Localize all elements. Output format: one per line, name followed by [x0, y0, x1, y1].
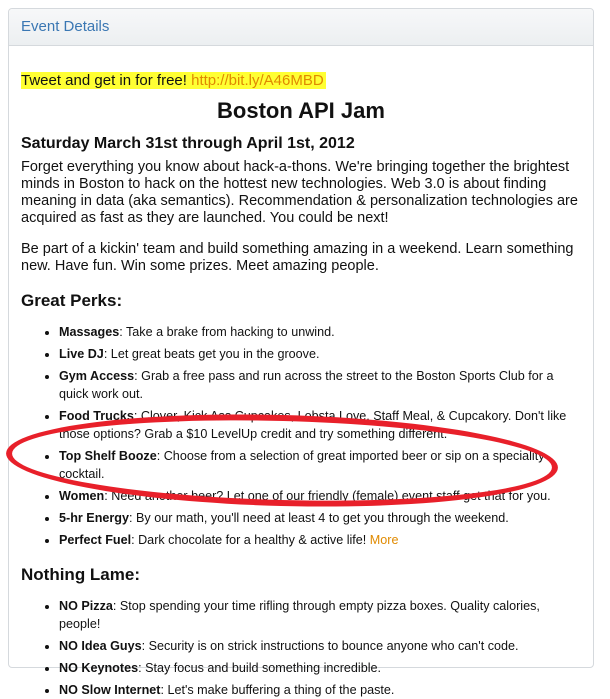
perk-desc: : Dark chocolate for a healthy & active life! — [131, 533, 370, 547]
tweet-banner — [21, 72, 326, 89]
list-item — [59, 323, 581, 341]
nothing-lame-list — [21, 597, 581, 699]
event-dates: Saturday March 31st through April 1st, 2012 — [21, 135, 355, 152]
lame-desc: : Stay focus and build something incredible. — [138, 661, 382, 675]
perk-name: Top Shelf Booze — [59, 449, 157, 463]
perk-desc: : Grab a free pass and run across the street to the Boston Sports Club for a quick work out. — [59, 369, 554, 401]
event-title: Boston API Jam — [217, 98, 385, 123]
perks-list — [21, 323, 581, 549]
perk-name: Perfect Fuel — [59, 533, 132, 547]
list-item — [59, 487, 581, 505]
perks-heading: Great Perks: — [21, 291, 123, 310]
list-item — [59, 659, 581, 677]
perk-name: Food Trucks — [59, 409, 134, 423]
more-link[interactable]: More — [369, 533, 399, 547]
perk-desc: : Take a brake from hacking to unwind. — [119, 325, 335, 339]
list-item — [59, 597, 581, 633]
tweet-text: Tweet and get in for free! — [21, 72, 187, 89]
team-paragraph: Be part of a kickin' team and build something amazing in a weekend. Learn something new. Have fun. Win some prizes. Meet amazing people. — [21, 241, 574, 274]
list-item — [59, 509, 581, 527]
perk-name: 5-hr Energy — [59, 511, 129, 525]
perk-name: Gym Access — [59, 369, 135, 383]
perk-name: Women — [59, 489, 105, 503]
lame-name: NO Slow Internet — [59, 683, 161, 697]
perk-desc: : Clover, Kick Ass Cupcakes, Lobsta Love, Staff Meal, & Cupcakory. Don't like those options? Grab a $10 LevelUp credit and try something different. — [59, 409, 567, 441]
lame-name: NO Pizza — [59, 599, 113, 613]
tweet-link[interactable]: http://bit.ly/A46MBD — [191, 72, 324, 89]
lame-name: NO Keynotes — [59, 661, 139, 675]
perk-name: Massages — [59, 325, 120, 339]
lame-desc: : Let's make buffering a thing of the paste. — [160, 683, 395, 697]
perk-desc: : By our math, you'll need at least 4 to get you through the weekend. — [129, 511, 509, 525]
list-item — [59, 447, 581, 483]
lame-name: NO Idea Guys — [59, 639, 142, 653]
panel-title: Event Details — [9, 9, 593, 46]
event-details-panel — [8, 8, 594, 697]
event-content — [9, 46, 593, 699]
list-item — [59, 637, 581, 655]
lame-desc: : Stop spending your time rifling through empty pizza boxes. Quality calories, people! — [59, 599, 540, 631]
nothing-lame-heading: Nothing Lame: — [21, 565, 140, 584]
list-item — [59, 531, 581, 549]
perk-desc: : Choose from a selection of great imported beer or sip on a speciality cocktail. — [59, 449, 545, 481]
lame-desc: : Security is on strick instructions to bounce anyone who can't code. — [141, 639, 519, 653]
perk-desc: : Need another beer? Let one of our friendly (female) event staff get that for you. — [104, 489, 551, 503]
list-item — [59, 407, 581, 443]
list-item — [59, 367, 581, 403]
list-item — [59, 345, 581, 363]
intro-paragraph: Forget everything you know about hack-a-thons. We're bringing together the brightest minds in Boston to hack on the hottest new technologies. Web 3.0 is about finding meaning in data (aka semantics). Recommendation & personalization technologies are acquired as fast as they are launched. You could be next! — [21, 159, 578, 226]
list-item — [59, 681, 581, 699]
perk-name: Live DJ — [59, 347, 104, 361]
perk-desc: : Let great beats get you in the groove. — [103, 347, 320, 361]
